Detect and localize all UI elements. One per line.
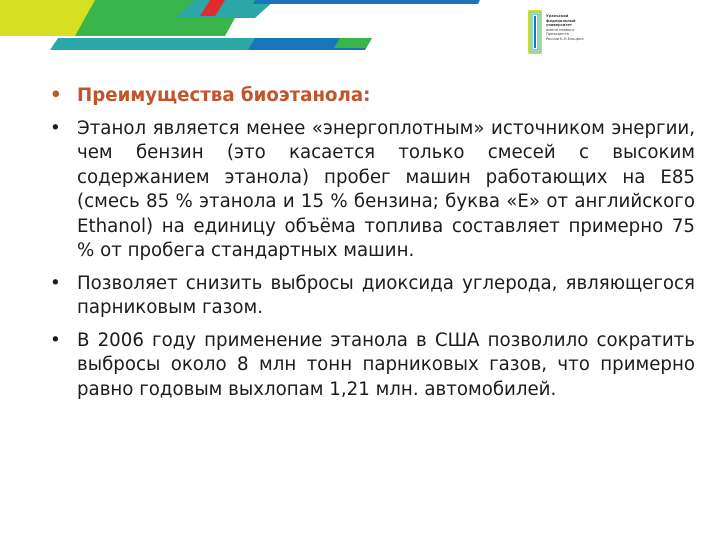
stripe-blue [253, 0, 480, 4]
bullet-icon: • [50, 117, 61, 139]
logo-line: имени первого Президента [546, 27, 575, 37]
university-logo-icon [528, 10, 542, 54]
slide-content [50, 84, 695, 410]
logo-line: Уральский [546, 14, 569, 18]
list-item [50, 117, 695, 264]
list-item-text: В 2006 году применение этанола в США позволило сократить выбросы около 8 млн тонн парниковых газов, что примерно равно годовым выхлопам 1,21 млн. автомобилей. [77, 329, 695, 400]
logo-line: федеральный [546, 18, 576, 23]
header-stripe-group-lower [50, 38, 372, 50]
logo-line: университет [546, 23, 572, 28]
bullet-icon: • [50, 272, 61, 294]
university-logo-text [546, 14, 590, 42]
header-stripes [0, 0, 720, 70]
stripe-green-lower [334, 38, 372, 48]
content-heading [50, 84, 695, 109]
heading-text: Преимущества биоэтанола: [77, 85, 371, 106]
list-item [50, 329, 695, 403]
logo-line: России Б.Н.Ельцина [546, 36, 584, 41]
list-item-text: Позволяет снизить выбросы диоксида углерода, являющегося парниковым газом. [77, 272, 695, 318]
bullet-icon: • [50, 329, 61, 351]
list-item-text: Этанол является менее «энергоплотным» источником энергии, чем бензин (это касается только смесей с высоким содержанием этанола) пробег машин работающих на E85 (смесь 85 % этанола и 15 % бензина; буква «E» от английского Ethanol) на единицу объёма топлива составляет примерно 75 % от пробега стандартных машин. [77, 117, 695, 261]
university-logo [528, 10, 588, 54]
header-stripe-group-upper [0, 0, 480, 36]
list-item [50, 272, 695, 321]
bullet-icon: • [50, 85, 62, 106]
